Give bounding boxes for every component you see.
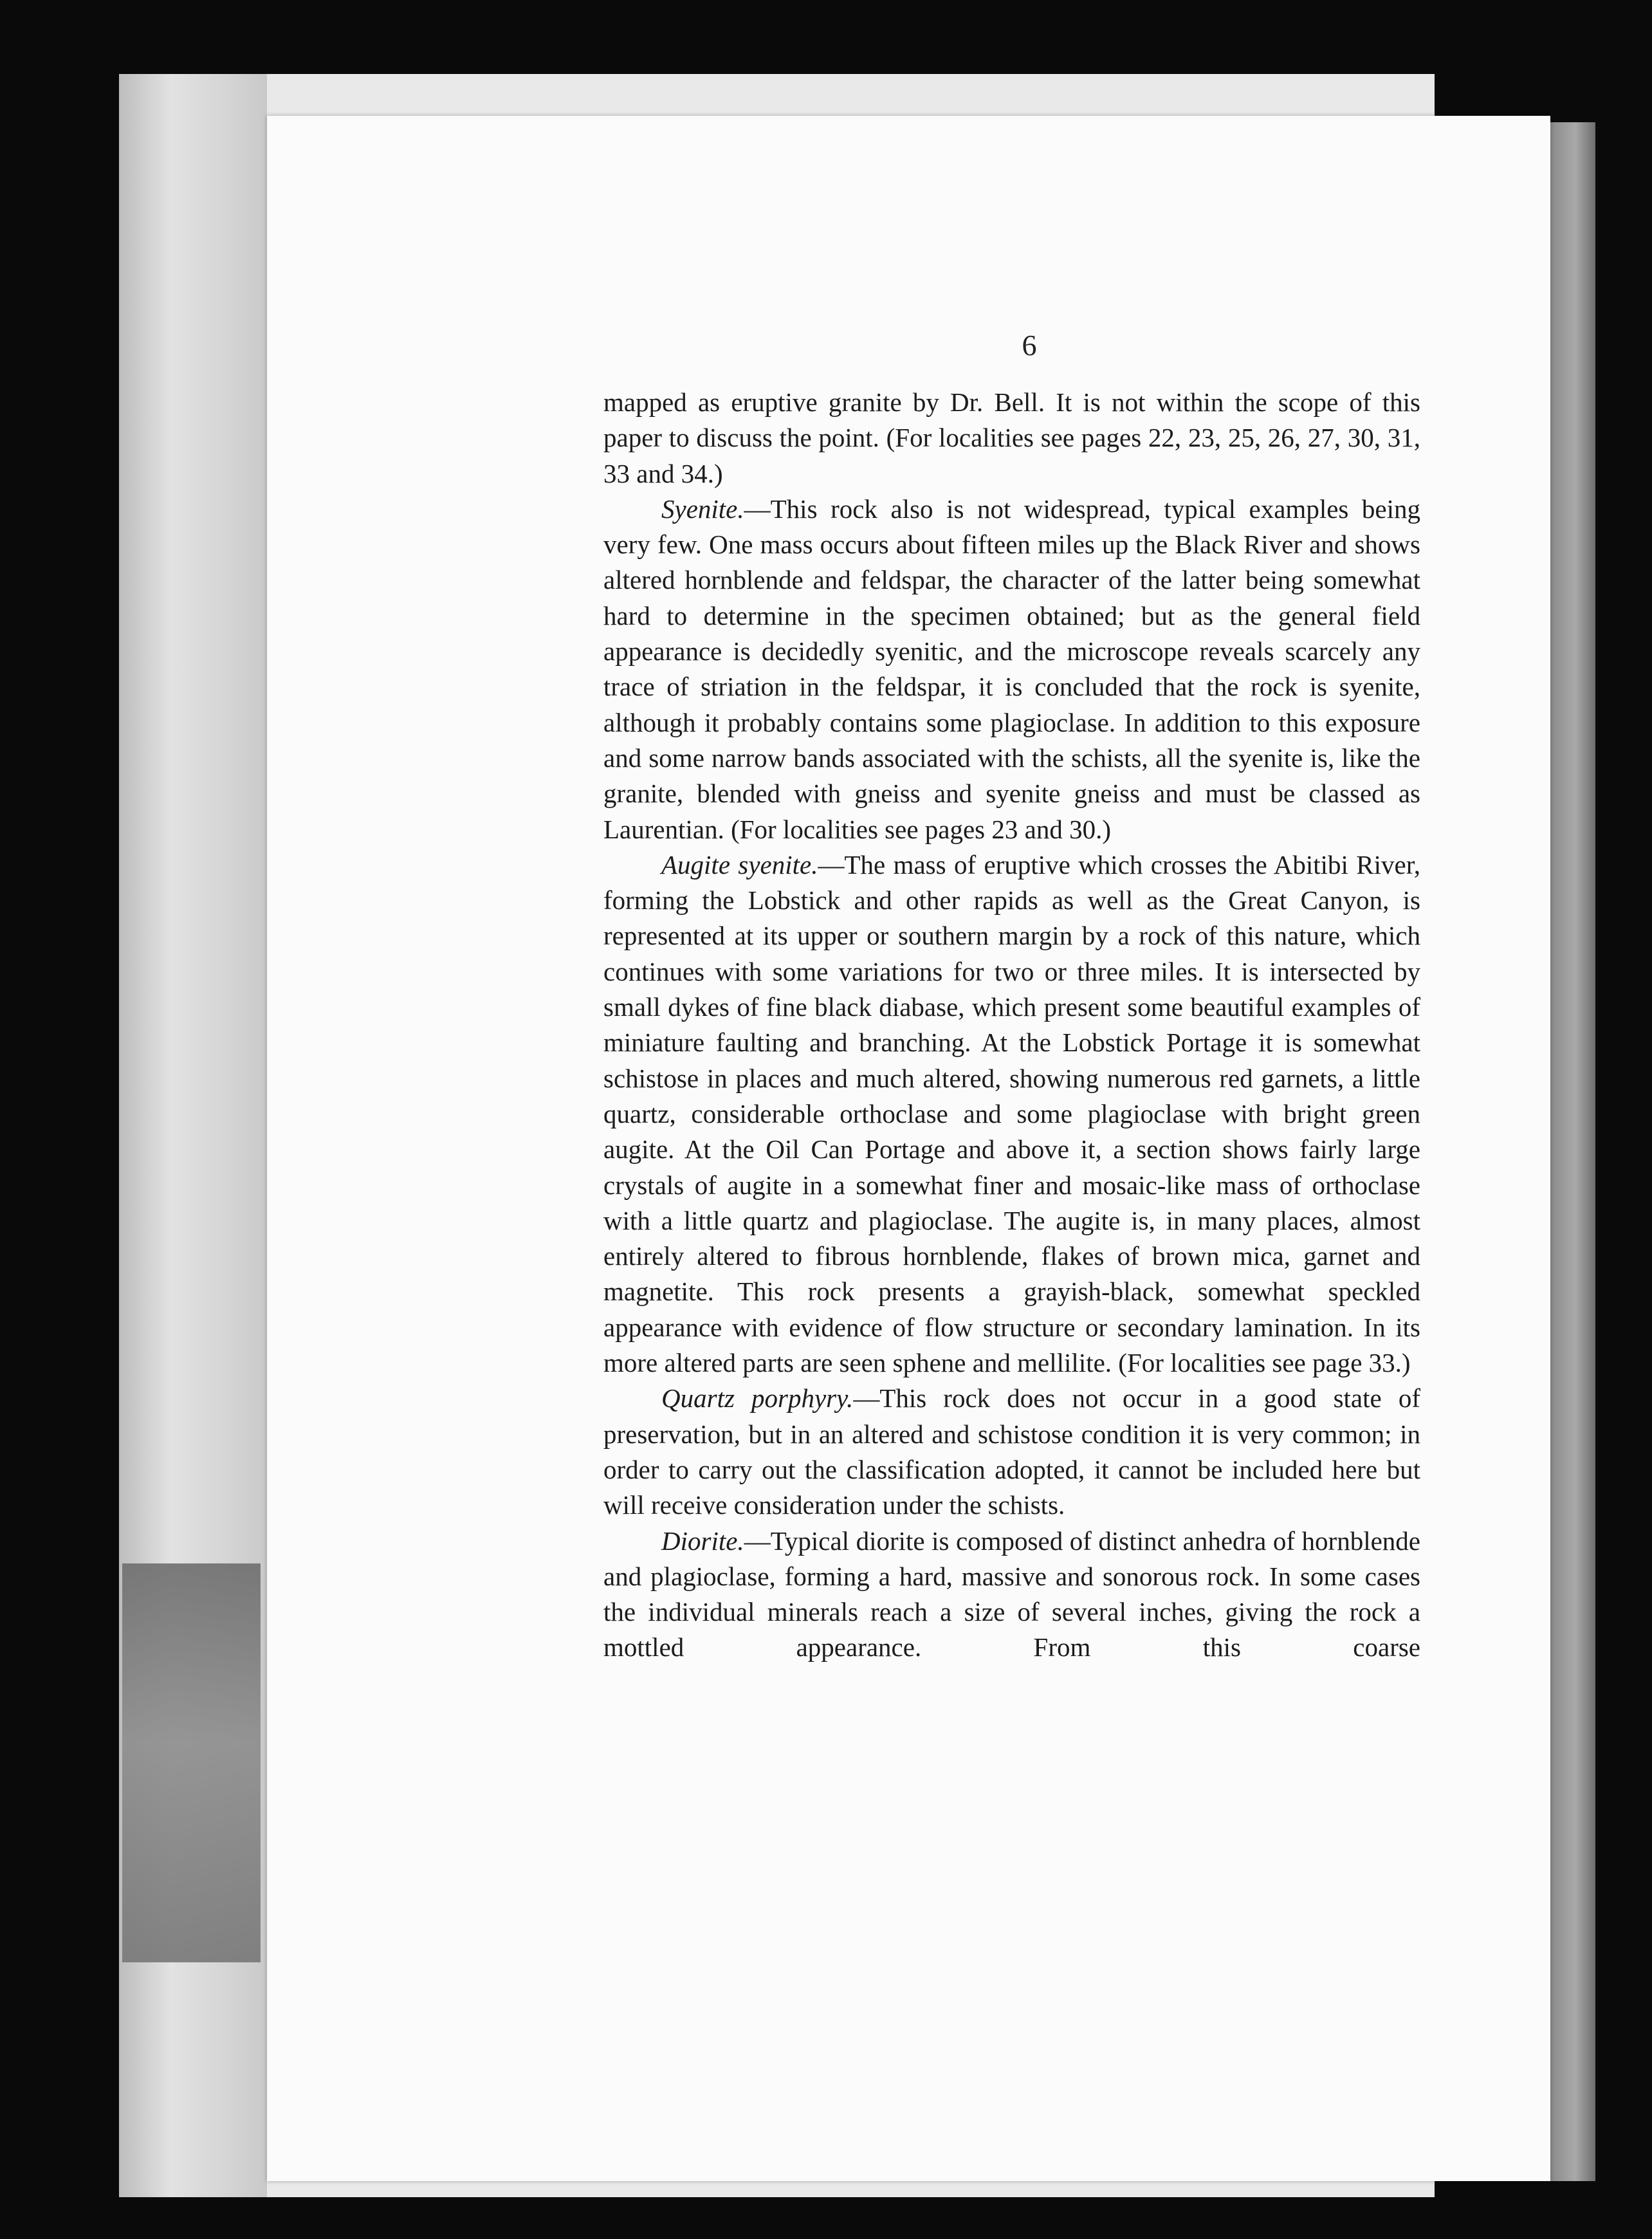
right-page-edge <box>1550 122 1595 2181</box>
page-number: 6 <box>1022 329 1037 362</box>
paragraph-diorite <box>603 1524 1420 1666</box>
scan-shadow-patch <box>122 1563 261 1962</box>
paragraph-text: —This rock also is not widespread, typical examples being very few. One mass occurs about fifteen miles up the Black River and shows altered hornblende and feldspar, the character of the latter being somewhat hard to determine in the specimen obtained; but as the general field appearance is decidedly syenitic, and the microscope reveals scarcely any trace of striation in the feldspar, it is concluded that the rock is syenite, although it probably contains some plagioclase. In addition to this exposure and some narrow bands associated with the schists, all the syenite is, like the granite, blended with gneiss and syenite gneiss and must be classed as Laurentian. (For localities see pages 23 and 30.) <box>603 493 1420 844</box>
paragraph-augite-syenite <box>603 847 1420 1381</box>
paragraph-text: —The mass of eruptive which crosses the Abitibi River, forming the Lobstick and other rapids as well as the Great Canyon, is represented at its upper or southern margin by a rock of this nature, which continues with some variations for two or three miles. It is intersected by small dykes of fine black diabase, which present some beautiful examples of miniature faulting and branching. At the Lobstick Portage it is somewhat schistose in places and much altered, showing numerous red garnets, a little quartz, considerable orthoclase and some plagioclase with bright green augite. At the Oil Can Portage and above it, a section shows fairly large crystals of augite in a somewhat finer and mosaic-like mass of orthoclase with a little quartz and plagioclase. The augite is, in many places, almost entirely altered to fibrous hornblende, flakes of brown mica, garnet and magnetite. This rock presents a grayish-black, somewhat speckled appearance with evidence of flow structure or secondary lamination. In its more altered parts are seen sphene and mellilite. (For localities see page 33.) <box>603 849 1420 1378</box>
section-heading-syenite: Syenite. <box>661 493 744 524</box>
section-heading-quartz-porphyry: Quartz porphyry. <box>661 1383 854 1414</box>
paragraph-syenite <box>603 492 1420 847</box>
section-heading-augite-syenite: Augite syenite. <box>661 849 818 880</box>
section-heading-diorite: Diorite. <box>661 1525 744 1556</box>
paragraph-text: —Typical diorite is composed of distinct anhedra of hornblende and plagioclase, forming a hard, massive and sonorous rock. In some cases the individual minerals reach a size of several inches, giving the rock a mottled appearance. From this coarse <box>603 1525 1420 1663</box>
paragraph-text: —This rock does not occur in a good state of preservation, but in an altered and schistose condition it is very common; in order to carry out the classification adopted, it cannot be included here but will receive consideration under the schists. <box>603 1383 1420 1520</box>
body-text <box>603 385 1420 1666</box>
paragraph-quartz-porphyry <box>603 1381 1420 1523</box>
paragraph-text: mapped as eruptive granite by Dr. Bell. It is not within the scope of this paper to discuss the point. (For localities see pages 22, 23, 25, 26, 27, 30, 31, 33 and 34.) <box>603 387 1420 488</box>
paragraph-granite-continuation <box>603 385 1420 492</box>
